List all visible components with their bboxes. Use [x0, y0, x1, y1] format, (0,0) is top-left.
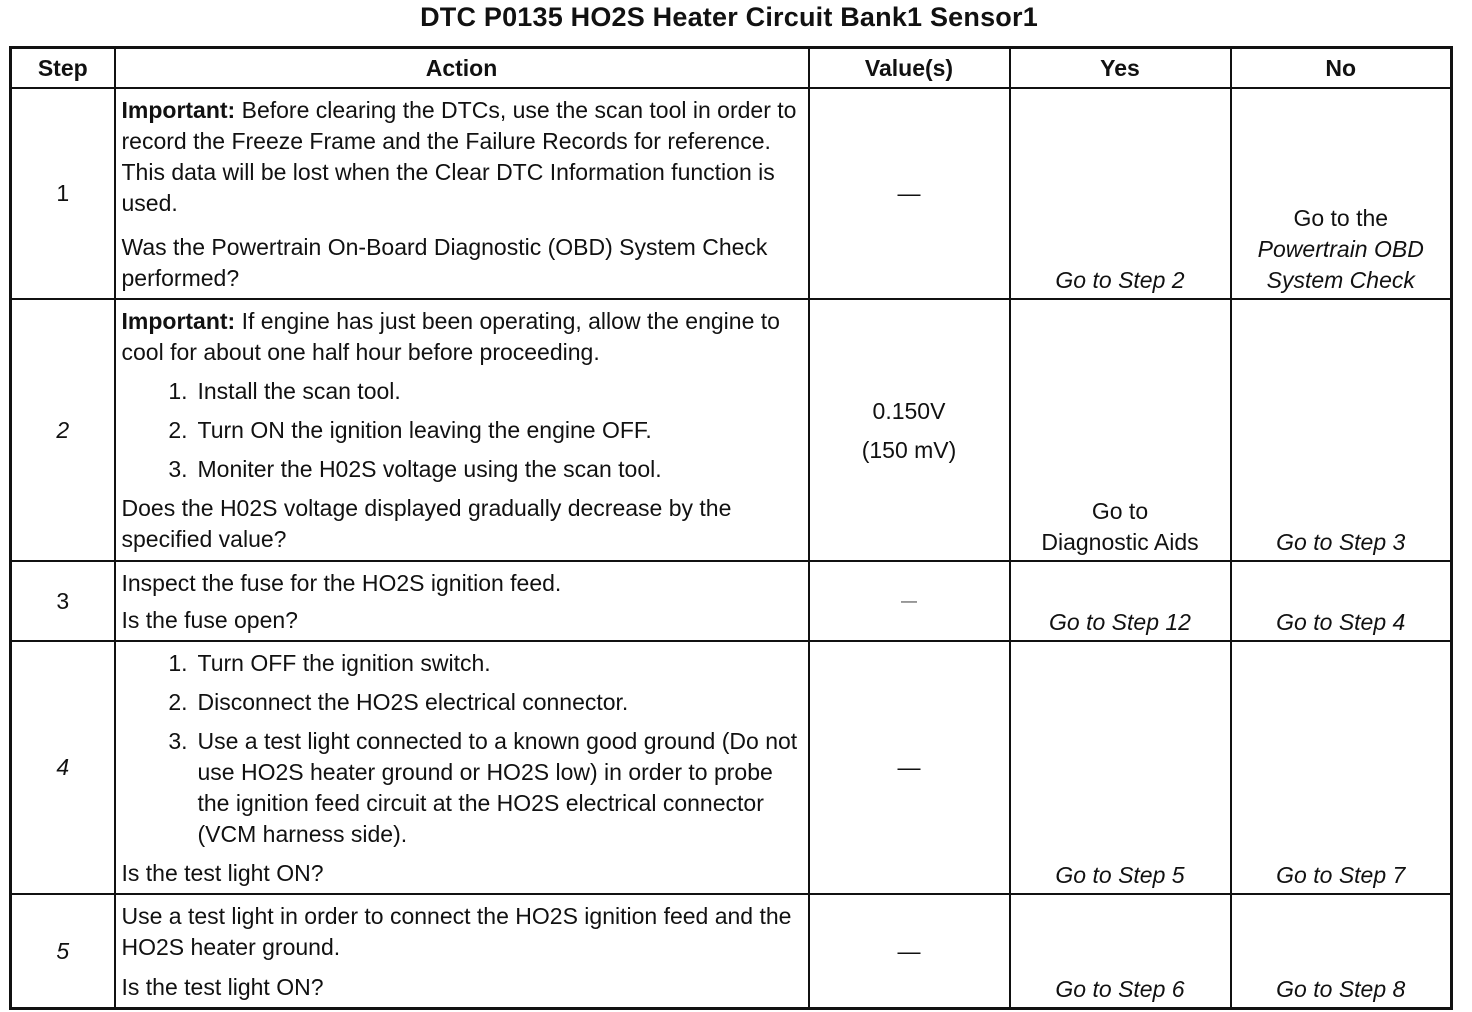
- value-line: (150 mV): [861, 437, 957, 463]
- no-line: System Check: [1266, 267, 1415, 293]
- value-line: 0.150V: [872, 398, 946, 424]
- yes-cell: Go to Step 5: [1010, 641, 1231, 894]
- list-item: [122, 726, 802, 850]
- question-text: Is the fuse open?: [121, 607, 298, 633]
- diagnostic-table: [9, 46, 1453, 1010]
- item-number: 3.: [168, 456, 188, 482]
- no-cell: Go to Step 7: [1231, 641, 1452, 894]
- item-number: 2.: [168, 417, 188, 443]
- header-step: Step: [11, 48, 115, 89]
- list-item: [122, 687, 802, 718]
- step-number: 3: [11, 561, 115, 641]
- value-cell: —: [809, 641, 1010, 894]
- action-text: Use a test light in order to connect the HO2S ignition feed and the HO2S heater ground.: [121, 903, 792, 960]
- important-text: Before clearing the DTCs, use the scan tool in order to record the Freeze Frame and the Failure Records for reference. This data will be lost when the Clear DTC Information function is used.: [121, 97, 797, 216]
- action-cell: [115, 561, 809, 641]
- header-values: Value(s): [809, 48, 1010, 89]
- header-action: Action: [115, 48, 809, 89]
- item-text: Use a test light connected to a known good ground (Do not use HO2S heater ground or HO2S low) in order to probe the ignition feed circuit at the HO2S electrical connector (VCM harness side).: [197, 728, 798, 847]
- header-no: No: [1231, 48, 1452, 89]
- item-number: 2.: [168, 689, 188, 715]
- no-line: Go to the: [1293, 205, 1389, 231]
- step-number: 2: [11, 299, 115, 561]
- list-item: [122, 415, 802, 446]
- item-text: Turn ON the ignition leaving the engine OFF.: [197, 417, 652, 443]
- value-cell: —: [809, 894, 1010, 1009]
- list-item: [122, 648, 802, 679]
- item-text: Turn OFF the ignition switch.: [197, 650, 491, 676]
- yes-cell: Go to Step 2: [1010, 88, 1231, 299]
- step-number: 4: [11, 641, 115, 894]
- yes-line: Diagnostic Aids: [1041, 529, 1199, 555]
- action-cell: [115, 88, 809, 299]
- action-cell: [115, 641, 809, 894]
- important-note: [122, 306, 802, 368]
- no-line: Powertrain OBD: [1257, 236, 1424, 262]
- table-row-step-2: [11, 299, 1452, 561]
- yes-cell: Go to Step 12: [1010, 561, 1231, 641]
- item-text: Disconnect the HO2S electrical connector.: [197, 689, 629, 715]
- value-cell: —: [809, 88, 1010, 299]
- item-text: Moniter the H02S voltage using the scan tool.: [197, 456, 662, 482]
- item-number: 1.: [168, 378, 188, 404]
- no-cell: Go to Step 8: [1231, 894, 1452, 1009]
- question-text: Is the test light ON?: [121, 860, 324, 886]
- yes-cell: [1010, 299, 1231, 561]
- action-cell: [115, 894, 809, 1009]
- no-cell: [1231, 88, 1452, 299]
- list-item: [122, 454, 802, 485]
- procedure-list: [122, 648, 802, 850]
- item-text: Install the scan tool.: [197, 378, 401, 404]
- table-row-step-4: [11, 641, 1452, 894]
- item-number: 1.: [168, 650, 188, 676]
- yes-line: Go to: [1091, 498, 1149, 524]
- value-cell: —: [809, 561, 1010, 641]
- step-number: 5: [11, 894, 115, 1009]
- important-label: Important:: [121, 97, 236, 123]
- table-row-step-1: [11, 88, 1452, 299]
- page-title: DTC P0135 HO2S Heater Circuit Bank1 Sensor1: [420, 2, 1038, 32]
- table-row-step-5: [11, 894, 1452, 1009]
- question-text: Does the H02S voltage displayed gradually decrease by the specified value?: [121, 495, 732, 552]
- procedure-list: [122, 376, 802, 485]
- important-label: Important:: [121, 308, 236, 334]
- question-text: Is the test light ON?: [121, 974, 324, 1000]
- header-yes: Yes: [1010, 48, 1231, 89]
- step-number: 1: [11, 88, 115, 299]
- value-cell: [809, 299, 1010, 561]
- question-text: Was the Powertrain On-Board Diagnostic (OBD) System Check performed?: [121, 234, 768, 291]
- header-row: [11, 48, 1452, 89]
- action-cell: [115, 299, 809, 561]
- table-row-step-3: [11, 561, 1452, 641]
- item-number: 3.: [168, 728, 188, 754]
- no-cell: Go to Step 3: [1231, 299, 1452, 561]
- yes-cell: Go to Step 6: [1010, 894, 1231, 1009]
- no-cell: Go to Step 4: [1231, 561, 1452, 641]
- important-text: If engine has just been operating, allow the engine to cool for about one half hour before proceeding.: [121, 308, 780, 365]
- list-item: [122, 376, 802, 407]
- action-text: Inspect the fuse for the HO2S ignition feed.: [121, 570, 562, 596]
- important-note: [122, 95, 802, 219]
